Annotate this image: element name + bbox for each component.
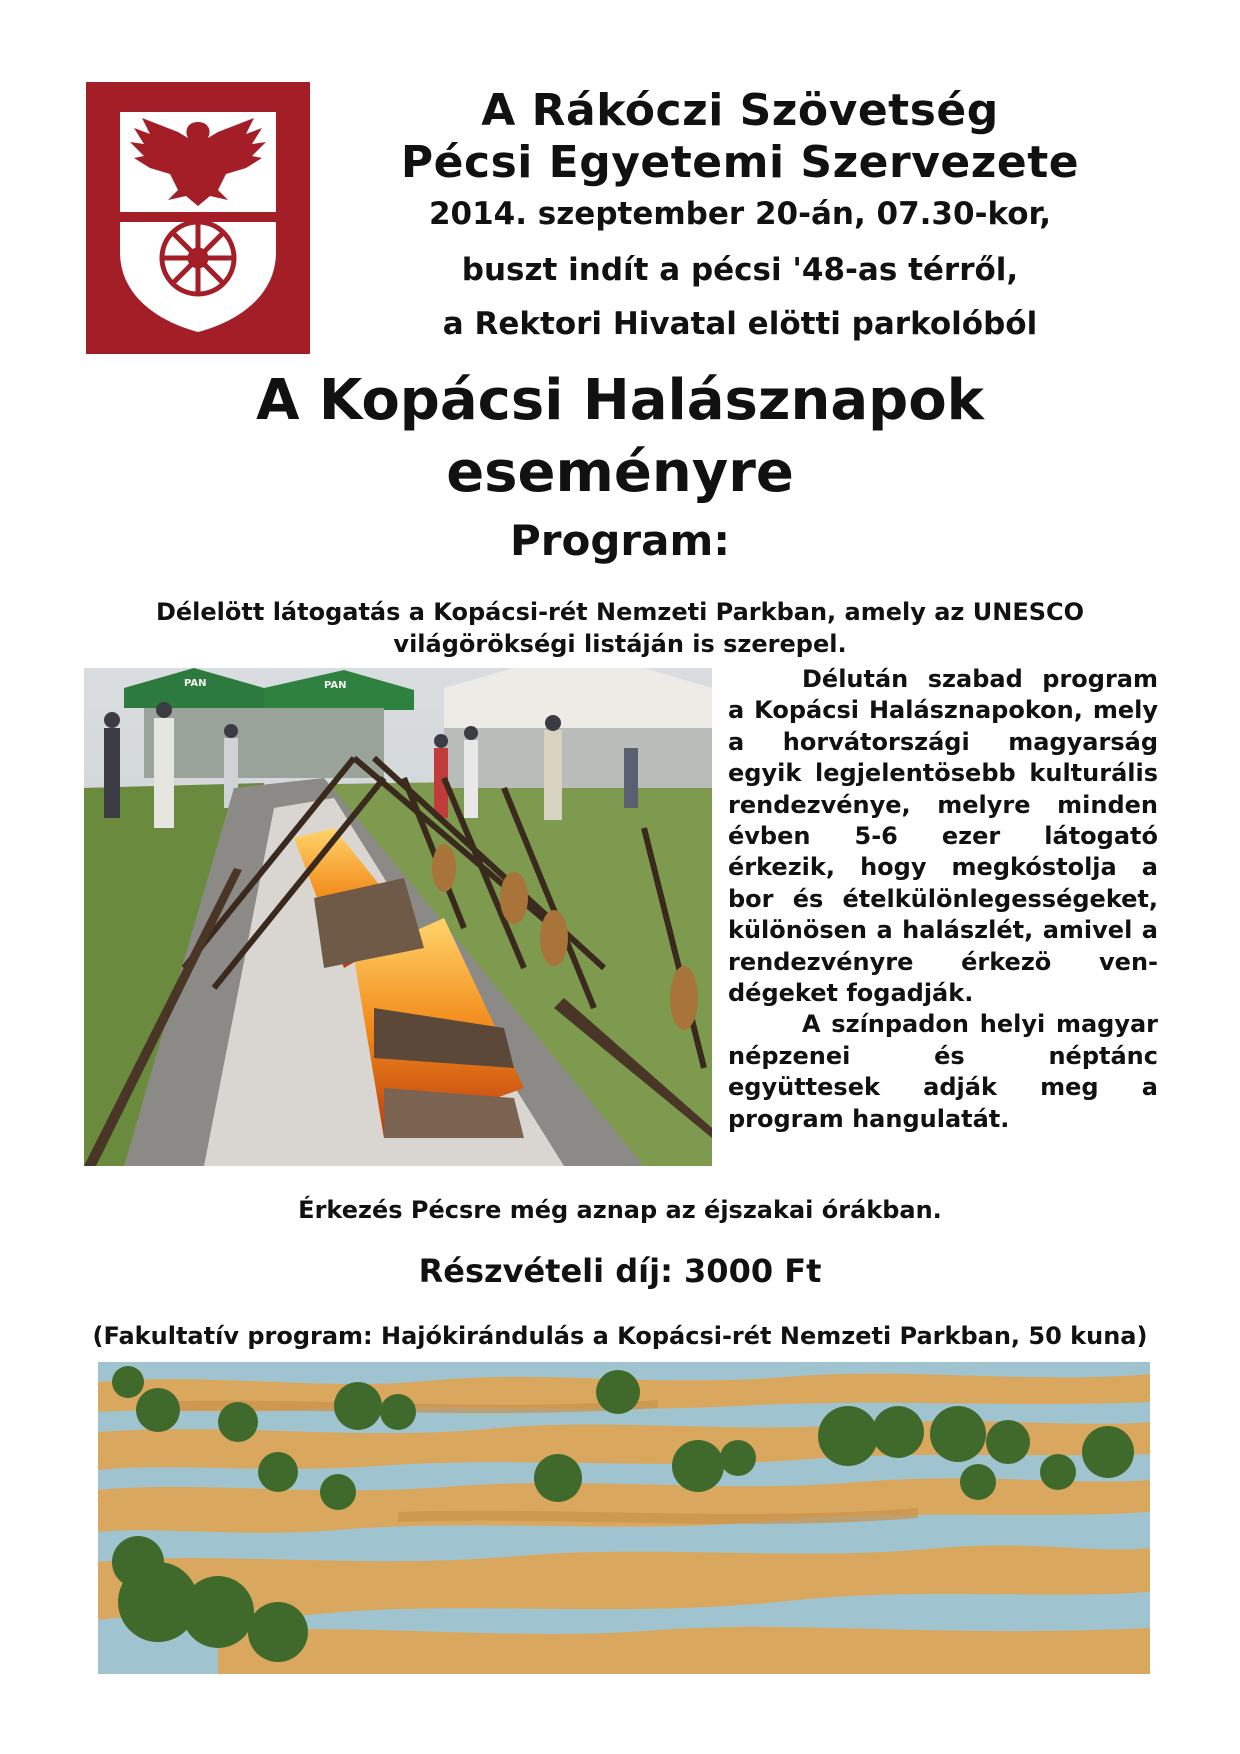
wetland-photo: [98, 1362, 1150, 1674]
org-name-line1: A Rákóczi Szövetség: [481, 85, 999, 136]
umbrella-brand-2: PAN: [324, 680, 347, 691]
umbrella-brand: PAN: [184, 678, 207, 689]
departure-location: a Rektori Hivatal elötti parkolóból: [442, 306, 1038, 342]
optional-program: (Fakultatív program: Hajókirándulás a Kopácsi-rét Nemzeti Parkban, 50 kuna): [92, 1322, 1148, 1350]
departure-place: buszt indít a pécsi '48-as térről,: [461, 252, 1019, 288]
afternoon-program-text: [728, 664, 1158, 1135]
eagle-wheel-crest-icon: [86, 82, 310, 354]
arrival-text: Érkezés Pécsre még aznap az éjszakai órákban.: [298, 1196, 942, 1224]
afternoon-paragraph-2: A színpadon helyi magyar népzenei és néptánc együttesek adják meg a program hangulatát.: [728, 1010, 1158, 1133]
association-logo: [86, 82, 310, 354]
participation-fee: Részvételi díj: 3000 Ft: [418, 1252, 822, 1290]
event-title-line2: eseményre: [446, 440, 794, 505]
date-time: 2014. szeptember 20-án, 07.30-kor,: [428, 196, 1052, 232]
program-heading: Program:: [509, 516, 731, 565]
morning-line2: világörökségi listáján is szerepel.: [393, 630, 847, 658]
org-name-line2: Pécsi Egyetemi Szervezete: [400, 137, 1080, 188]
event-title-line1: A Kopácsi Halásznapok: [256, 368, 984, 433]
morning-line1: Délelött látogatás a Kopácsi-rét Nemzeti Parkban, amely az UNESCO: [155, 598, 1085, 626]
afternoon-paragraph-1: Délután szabad program a Kopácsi Halásznapokon, mely a horvátországi magyarság egyik legjelentösebb kulturális rendezvénye, melyre minden évben 5-6 ezer látogató érkezik, hogy megkóstolja a bor és ételkülönlegességeket, különösen a halászlét, amivel a rendezvényre érkezö vendégeket fogadják.: [728, 665, 1158, 1008]
fish-roasting-photo: [84, 668, 712, 1166]
